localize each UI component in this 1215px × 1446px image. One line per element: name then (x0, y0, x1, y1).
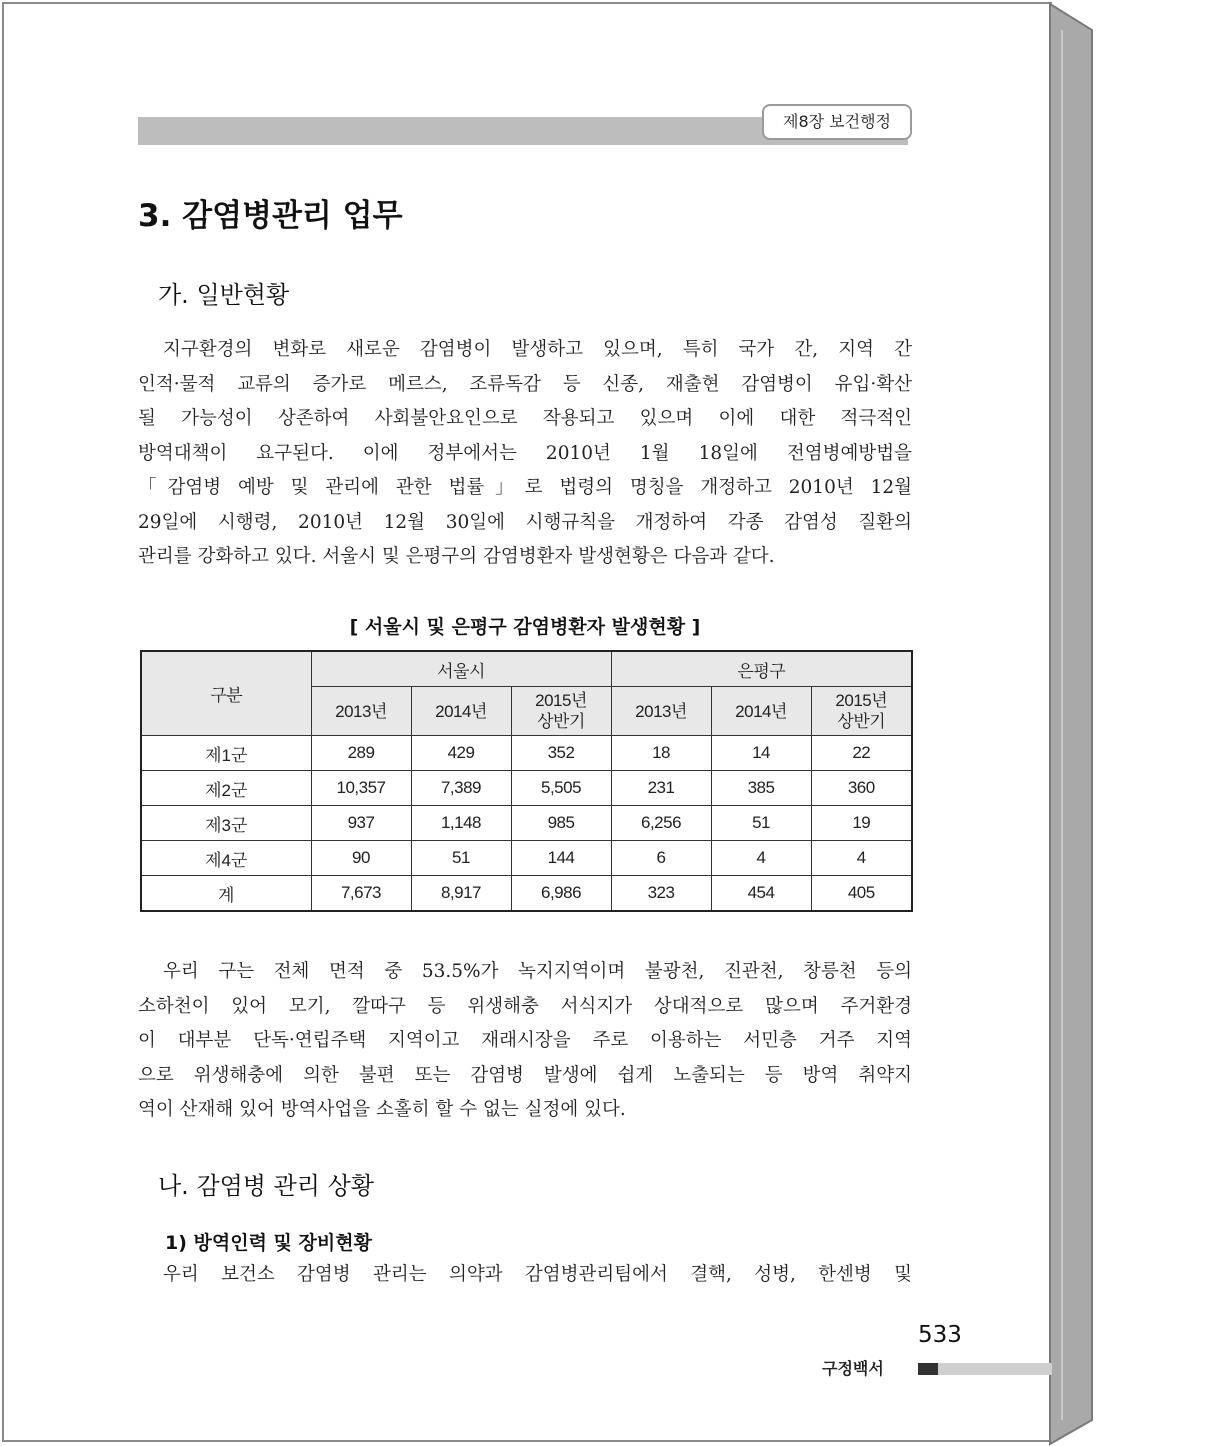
paragraph-line: 우리 보건소 감염병 관리는 의약과 감염병관리팀에서 결핵, 성병, 한센병 및 (163, 1264, 912, 1285)
footer-label: 구정백서 (822, 1359, 884, 1378)
paragraph-environment (138, 955, 912, 1128)
table-header-year: 2015년 상반기 (811, 687, 912, 736)
table-cell: 19 (811, 806, 912, 841)
paragraph-line: 29일에 시행령, 2010년 12월 30일에 시행규칙을 개정하여 각종 감염성 질환의 (138, 511, 912, 533)
table-cell: 1,148 (411, 806, 511, 841)
table-header-year: 2013년 (611, 687, 711, 736)
table-header-eunpyeong: 은평구 (611, 651, 912, 687)
table-cell: 454 (711, 876, 811, 912)
table-cell: 18 (611, 736, 711, 771)
table-header-category: 구분 (141, 651, 311, 736)
table-cell: 22 (811, 736, 912, 771)
table-cell: 289 (311, 736, 411, 771)
table-row (141, 806, 912, 841)
paragraph-line: 방역대책이 요구된다. 이에 정부에서는 2010년 1월 18일에 전염병예방법을 (138, 442, 912, 464)
table-cell: 8,917 (411, 876, 511, 912)
table-row (141, 771, 912, 806)
item-title-personnel: 1) 방역인력 및 장비현황 (165, 1232, 372, 1254)
table-cell: 144 (511, 841, 611, 876)
table-header-year: 2013년 (311, 687, 411, 736)
table-row-total (141, 876, 912, 912)
table-cell: 231 (611, 771, 711, 806)
subsection-title-general: 가. 일반현황 (158, 281, 290, 309)
paragraph-line: 으로 위생해충에 의한 불편 또는 감염병 발생에 쉽게 노출되는 등 방역 취약지 (138, 1064, 912, 1086)
row-label: 계 (141, 876, 311, 912)
table-cell: 385 (711, 771, 811, 806)
paragraph-line: 인적·물적 교류의 증가로 메르스, 조류독감 등 신종, 재출현 감염병이 유입·확산 (138, 373, 912, 395)
table-cell: 937 (311, 806, 411, 841)
table-cell: 6 (611, 841, 711, 876)
table-cell: 51 (711, 806, 811, 841)
table-cell: 14 (711, 736, 811, 771)
table-cell: 360 (811, 771, 912, 806)
page-number: 533 (918, 1322, 962, 1348)
table-cell: 405 (811, 876, 912, 912)
table-cell: 90 (311, 841, 411, 876)
table-cell: 4 (811, 841, 912, 876)
paragraph-personnel (138, 1258, 912, 1293)
footer-bar (938, 1363, 1052, 1375)
paragraph-line: 될 가능성이 상존하여 사회불안요인으로 작용되고 있으며 이에 대한 적극적인 (138, 408, 912, 429)
table-cell: 10,357 (311, 771, 411, 806)
table-header-seoul: 서울시 (311, 651, 611, 687)
table-cell: 51 (411, 841, 511, 876)
table-cell: 7,389 (411, 771, 511, 806)
paragraph-line: 우리 구는 전체 면적 중 53.5%가 녹지지역이며 불광천, 진관천, 창릉천 등의 (163, 961, 912, 982)
paragraph-line: 역이 산재해 있어 방역사업을 소홀히 할 수 없는 실정에 있다. (138, 1099, 626, 1120)
table-row (141, 736, 912, 771)
table-cell: 6,986 (511, 876, 611, 912)
table-caption: [ 서울시 및 은평구 감염병환자 발생현황 ] (349, 616, 701, 638)
chapter-tag: 제8장 보건행정 (762, 104, 912, 140)
paragraph-line: 지구환경의 변화로 새로운 감염병이 발생하고 있으며, 특히 국가 간, 지역 간 (163, 339, 912, 360)
table-cell: 4 (711, 841, 811, 876)
paragraph-line: 소하천이 있어 모기, 깔따구 등 위생해충 서식지가 상대적으로 많으며 주거환경 (138, 995, 912, 1017)
paragraph-general (138, 333, 912, 575)
table-cell: 352 (511, 736, 611, 771)
section-title: 3. 감염병관리 업무 (138, 198, 403, 234)
table-cell: 985 (511, 806, 611, 841)
table-row (141, 841, 912, 876)
table-header-year: 2014년 (411, 687, 511, 736)
row-label: 제2군 (141, 771, 311, 806)
table-cell: 429 (411, 736, 511, 771)
row-label: 제3군 (141, 806, 311, 841)
table-cell: 5,505 (511, 771, 611, 806)
subsection-title-management: 나. 감염병 관리 상황 (158, 1172, 374, 1200)
footer-block (918, 1363, 938, 1375)
row-label: 제4군 (141, 841, 311, 876)
paragraph-line: 「감염병 예방 및 관리에 관한 법률」로 법령의 명칭을 개정하고 2010년 12월 (138, 477, 912, 498)
infection-stats-table (140, 650, 913, 912)
row-label: 제1군 (141, 736, 311, 771)
table-header-year: 2015년 상반기 (511, 687, 611, 736)
table-header-year: 2014년 (711, 687, 811, 736)
paragraph-line: 이 대부분 단독·연립주택 지역이고 재래시장을 주로 이용하는 서민층 거주 지역 (138, 1030, 912, 1051)
table-cell: 6,256 (611, 806, 711, 841)
table-cell: 323 (611, 876, 711, 912)
paragraph-line: 관리를 강화하고 있다. 서울시 및 은평구의 감염병환자 발생현황은 다음과 같다. (138, 546, 775, 567)
table-cell: 7,673 (311, 876, 411, 912)
